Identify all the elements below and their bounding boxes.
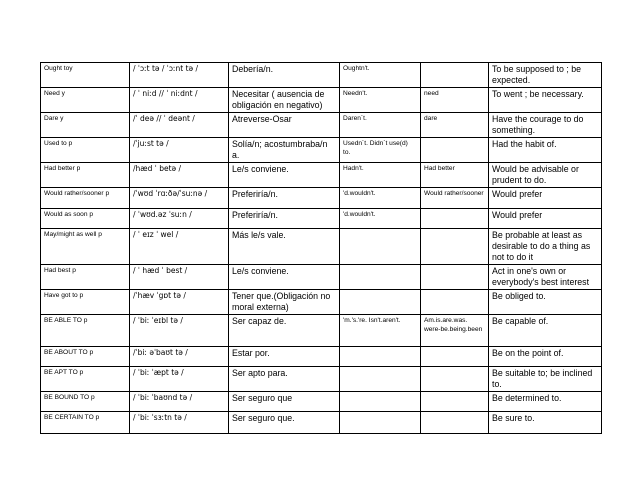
negative-cell: Hadn't. [340,163,421,188]
verb-cell: Have got to p [41,290,130,315]
negative-cell: 'd.wouldn't. [340,209,421,229]
forms-cell [421,347,489,367]
spanish-cell: Preferiría/n. [229,209,340,229]
verb-cell: Would rather/sooner p [41,188,130,209]
meaning-cell: To be supposed to ; be expected. [489,63,602,88]
verb-cell: Dare y [41,113,130,138]
spanish-cell: Solía/n; acostumbraba/n a. [229,138,340,163]
verb-cell: Need y [41,88,130,113]
meaning-cell: Be on the point of. [489,347,602,367]
table-row [41,412,602,434]
table-row [41,113,602,138]
table-row [41,265,602,290]
spanish-cell: Le/s conviene. [229,163,340,188]
negative-cell: 'm.'s.'re. Isn't.aren't. [340,315,421,347]
forms-cell: Had better [421,163,489,188]
negative-cell [340,412,421,434]
table-row [41,88,602,113]
meaning-cell: Had the habit of. [489,138,602,163]
forms-cell [421,229,489,265]
phonetic-cell: / ˈbiː ˈæpt tə / [130,367,229,392]
table-row [41,347,602,367]
meaning-cell: Be capable of. [489,315,602,347]
phonetic-cell: /ˈbiː əˈbaʊt tə / [130,347,229,367]
table-row [41,138,602,163]
spanish-cell: Ser apto para. [229,367,340,392]
spanish-cell: Ser seguro que [229,392,340,412]
forms-cell: Would rather/sooner [421,188,489,209]
verb-cell: Had better p [41,163,130,188]
negative-cell [340,392,421,412]
phonetic-cell: /ˈjuːst tə / [130,138,229,163]
phonetic-cell: / ˈ hæd ˈ best / [130,265,229,290]
table-row [41,229,602,265]
meaning-cell: Be probable at least as desirable to do a thing as not to do it [489,229,602,265]
verb-cell: May/might as well p [41,229,130,265]
spanish-cell: Preferiría/n. [229,188,340,209]
forms-cell [421,138,489,163]
spanish-cell: Tener que.(Obligación no moral externa) [229,290,340,315]
verb-cell: Used to p [41,138,130,163]
negative-cell: 'd.wouldn't. [340,188,421,209]
meaning-cell: Would be advisable or prudent to do. [489,163,602,188]
meaning-cell: Be suitable to; be inclined to. [489,367,602,392]
forms-cell [421,63,489,88]
meaning-cell: Would prefer [489,188,602,209]
forms-cell: need [421,88,489,113]
negative-cell: Needn't. [340,88,421,113]
meaning-cell: Be determined to. [489,392,602,412]
forms-cell [421,265,489,290]
negative-cell [340,229,421,265]
verb-cell: BE ABLE TO p [41,315,130,347]
spanish-cell: Más le/s vale. [229,229,340,265]
phonetic-cell: / ˈbiː ˈbaʊnd tə / [130,392,229,412]
forms-cell: Am.is.are.was. were-be.being.been [421,315,489,347]
table-row [41,209,602,229]
phonetic-cell: /ˈ deə // ˈ deənt / [130,113,229,138]
phonetic-cell: /ˈhæv ˈgɒt tə / [130,290,229,315]
negative-cell: Usedn´t. Didn´t use(d) to. [340,138,421,163]
verb-cell: Ought toy [41,63,130,88]
phonetic-cell: /ˈwʊd ˈrɑːðə/ˈsuːnə / [130,188,229,209]
phonetic-cell: / ˈbiː ˈsɜːtn tə / [130,412,229,434]
phonetic-cell: / ˈ niːd // ˈ niːdnt / [130,88,229,113]
table-row [41,163,602,188]
verb-cell: Had best p [41,265,130,290]
verb-cell: BE CERTAIN TO p [41,412,130,434]
table-row [41,315,602,347]
phonetic-cell: / ˈwʊd.əz ˈsuːn / [130,209,229,229]
negative-cell: Daren´t. [340,113,421,138]
phonetic-cell: / ˈ eɪz ˈ wel / [130,229,229,265]
negative-cell: Oughtn't. [340,63,421,88]
forms-cell [421,412,489,434]
forms-cell [421,290,489,315]
meaning-cell: Be sure to. [489,412,602,434]
verb-cell: BE BOUND TO p [41,392,130,412]
table-row [41,188,602,209]
modal-verbs-table [40,62,602,434]
spanish-cell: Necesitar ( ausencia de obligación en negativo) [229,88,340,113]
negative-cell [340,367,421,392]
phonetic-cell: / ˈɔːt tə / ˈɔːnt tə / [130,63,229,88]
spanish-cell: Ser seguro que. [229,412,340,434]
meaning-cell: Act in one's own or everybody's best interest [489,265,602,290]
spanish-cell: Estar por. [229,347,340,367]
phonetic-cell: /hæd ˈ betə / [130,163,229,188]
forms-cell [421,209,489,229]
forms-cell [421,392,489,412]
spanish-cell: Atreverse-Osar [229,113,340,138]
negative-cell [340,265,421,290]
spanish-cell: Ser capaz de. [229,315,340,347]
phonetic-cell: / ˈbiː ˈeɪbl tə / [130,315,229,347]
verb-cell: Would as soon p [41,209,130,229]
forms-cell [421,367,489,392]
forms-cell: dare [421,113,489,138]
meaning-cell: Have the courage to do something. [489,113,602,138]
spanish-cell: Le/s conviene. [229,265,340,290]
table-row [41,367,602,392]
meaning-cell: To went ; be necessary. [489,88,602,113]
meaning-cell: Be obliged to. [489,290,602,315]
table-row [41,392,602,412]
table-row [41,63,602,88]
table-row [41,290,602,315]
meaning-cell: Would prefer [489,209,602,229]
verb-cell: BE ABOUT TO p [41,347,130,367]
negative-cell [340,290,421,315]
verb-cell: BE APT TO p [41,367,130,392]
negative-cell [340,347,421,367]
document-page [40,62,601,434]
spanish-cell: Debería/n. [229,63,340,88]
